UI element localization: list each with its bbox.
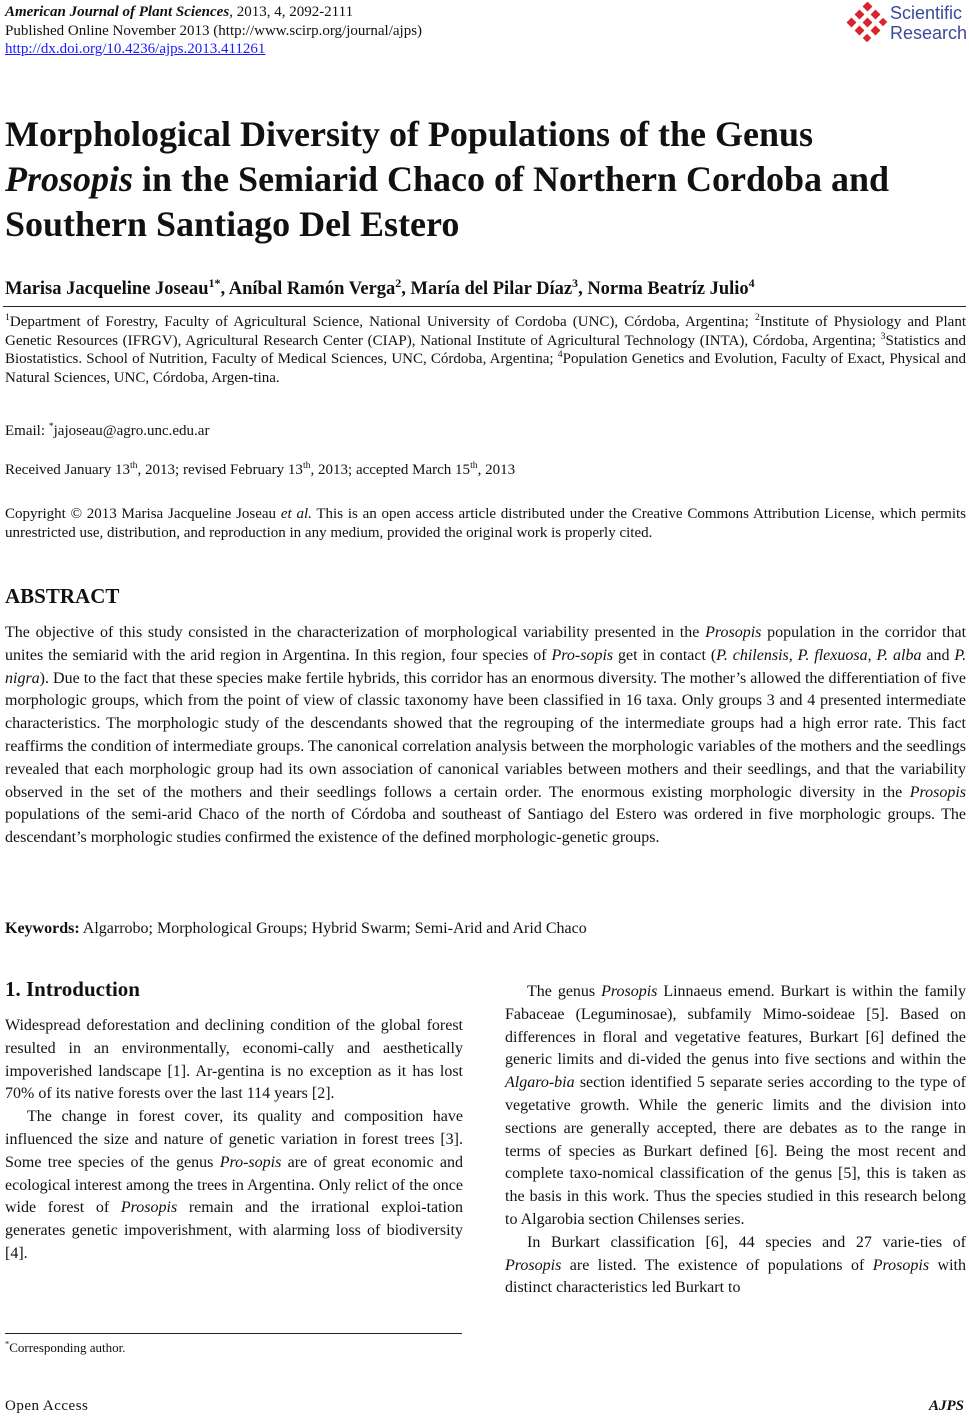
paragraph-text: section identified 5 separate series according to the type of vegetative growth. While the generic limits and the division into sections are generally accepted, there are debates as to the range in terms of species as Burkart defined [6]. Being the most recent and complete taxo-nomical classification of the genus [5], this is taken as the basis in this work. Thus the species studied in this research belong to Algarobia section Chilenses series. — [505, 1074, 966, 1228]
paragraph-text: The change in forest cover, its quality and composition have influenced the size and nature of genetic variation in forest trees [3]. Some tree species of the genus — [5, 1108, 463, 1171]
abstract-text: , — [867, 646, 877, 664]
affiliation-sup: 4 — [557, 349, 563, 361]
keywords — [5, 920, 966, 938]
date-sup: th — [302, 460, 311, 471]
journal-volume-info: , 2013, 4, 2092-2111 — [229, 4, 354, 20]
abstract-italic: P. flexuosa — [797, 646, 868, 664]
footnote-sup: * — [5, 1338, 10, 1349]
received-date: Received January 13 — [5, 462, 130, 478]
journal-header — [5, 3, 422, 59]
paragraph-italic: Prosopis — [601, 983, 658, 1000]
copyright-license: This is an open access article distributed under the Creative Commons Attribution License, which permits unrestricted use, distribution, and reproduction in any medium, provided the original work is properly cited. — [5, 506, 967, 541]
revised-date: , 2013; revised February 13 — [137, 462, 303, 478]
abstract-heading: ABSTRACT — [5, 584, 120, 608]
logo-text-scientific: Scientific — [890, 3, 963, 23]
abstract-italic: Prosopis — [705, 624, 762, 641]
author-sup: 3 — [572, 275, 579, 290]
author-2 — [228, 275, 411, 299]
email-label: Email: — [5, 423, 49, 439]
journal-name: American Journal of Plant Sciences — [5, 4, 230, 20]
intro-paragraph-3 — [505, 981, 966, 1232]
author-3 — [410, 275, 588, 299]
paragraph-italic: Pro-sopis — [219, 1153, 282, 1171]
author-separator: , — [220, 279, 229, 299]
scientific-research-logo — [846, 2, 968, 46]
affiliation-4: Population Genetics and Evolution, Faculty of Exact, Physical and Natural Sciences, UNC, Córdoba, Argen-tina. — [5, 351, 966, 386]
author-name: Marisa Jacqueline Joseau — [5, 279, 209, 299]
author-1 — [5, 275, 229, 299]
abstract-body — [5, 622, 966, 850]
author-name: María del Pilar Díaz — [410, 279, 573, 299]
paragraph-text: are listed. The existence of populations of — [561, 1256, 873, 1274]
copyright-notice — [5, 505, 966, 542]
email-sup: * — [48, 421, 54, 432]
intro-paragraph-4 — [505, 1232, 966, 1300]
abstract-italic: P. chilensis — [716, 646, 789, 664]
affiliation-3: Statistics and Biostatistics. School of Nutrition, Faculty of Medical Sciences, UNC, Córdoba, Argentina; — [5, 332, 967, 368]
corresponding-email — [5, 423, 209, 440]
article-title — [5, 112, 955, 247]
affiliation-2: Institute of Physiology and Plant Genetic Resources (IFRGV), Agricultural Research Center (CIAP), National Institute of Agricultural Technology (INTA), Córdoba, Argentina; — [5, 314, 967, 349]
email-address[interactable]: jajoseau@agro.unc.edu.ar — [53, 423, 210, 439]
paragraph-text: remain and the irrational exploi-tation generates genetic impoverishment, with alarming loss of biodiversity [4]. — [5, 1199, 464, 1262]
accepted-date: , 2013; accepted March 15 — [310, 462, 471, 478]
keywords-text: Algarrobo; Morphological Groups; Hybrid Swarm; Semi-Arid and Arid Chaco — [79, 920, 587, 937]
abstract-text: and — [921, 646, 955, 664]
abstract-text: populations of the semi-arid Chaco of the north of Córdoba and southeast of Santiago del Estero was ordered in five morphologic groups. The descendant’s morphologic studies confirmed the existence of the defined morphologic-genetic groups. — [5, 806, 966, 847]
paragraph-italic: Prosopis — [120, 1199, 178, 1217]
abstract-italic: Pro-sopis — [551, 646, 614, 664]
abstract-italic: P. nigra — [5, 646, 967, 687]
footnote — [5, 1340, 125, 1356]
author-divider — [3, 306, 966, 307]
author-sup: 1* — [208, 275, 221, 290]
abstract-text: , — [788, 646, 798, 664]
abstract-text: get in contact ( — [613, 646, 717, 664]
paragraph-text: The genus — [527, 983, 602, 1000]
intro-paragraph-1: Widespread deforestation and declining condition of the global forest resulted in an environmentally, economi-cally and aesthetically impoverished landscape [1]. Ar-gentina is no exception as it has lost 70% of its native forests over the last 114 years [2]. — [5, 1017, 463, 1103]
author-name: Norma Beatríz Julio — [587, 279, 749, 299]
author-separator: , — [401, 279, 411, 299]
paragraph-italic: Algaro-bia — [505, 1074, 575, 1092]
author-name: Aníbal Ramón Verga — [228, 279, 396, 299]
paragraph-italic: Prosopis — [872, 1256, 930, 1274]
abstract-text: population in the corridor that unites the semiarid with the arid region in Argentina. In this region, four species of — [5, 624, 967, 664]
date-sup: th — [129, 460, 138, 471]
affiliation-sup: 2 — [754, 312, 760, 323]
author-list — [5, 275, 755, 300]
abstract-text: The objective of this study consisted in the characterization of morphological variability presented in the — [5, 624, 706, 641]
published-online: Published Online November 2013 (http://www.scirp.org/journal/ajps) — [5, 22, 423, 39]
abstract-italic: Prosopis — [909, 783, 966, 801]
paragraph-text: are of great economic and ecological interest among the trees in Argentina. Only relict of the once wide forest of — [5, 1153, 464, 1217]
journal-citation — [5, 3, 422, 22]
affiliation-sup: 3 — [880, 330, 886, 342]
author-4 — [587, 275, 755, 299]
author-sup: 4 — [748, 275, 755, 290]
affiliation-sup: 1 — [5, 312, 10, 323]
footer-open-access: Open Access — [5, 1398, 89, 1414]
author-sup: 2 — [395, 275, 402, 290]
footnote-text: Corresponding author. — [9, 1340, 126, 1355]
title-part-1: Morphological Diversity of Populations of the Genus — [5, 114, 813, 154]
keywords-label: Keywords: — [5, 920, 80, 937]
logo-text-research: Research — [890, 23, 968, 43]
doi-link[interactable]: http://dx.doi.org/10.4236/ajps.2013.411261 — [5, 41, 266, 57]
paragraph-text: In Burkart classification [6], 44 species and 27 varie-ties of — [527, 1233, 966, 1251]
paragraph-text: with distinct characteristics led Burkart to — [505, 1256, 967, 1297]
article-dates — [5, 462, 515, 479]
right-column — [505, 981, 966, 1300]
paragraph-italic: Prosopis — [505, 1256, 562, 1274]
footnote-divider — [5, 1333, 462, 1334]
abstract-italic: P. alba — [876, 646, 922, 664]
affiliations — [5, 313, 966, 387]
title-part-2: in the Semiarid Chaco of Northern Cordoba and Southern Santiago Del Estero — [5, 159, 890, 244]
paragraph-text: Linnaeus emend. Burkart is within the family Fabaceae (Leguminosae), subfamily Mimo-soideae [5]. Based on differences in floral and vegetative features, Burkart [6] defined the generic limits and di-vided the genus into five sections and within the — [505, 983, 966, 1069]
footer-journal-abbrev: AJPS — [928, 1398, 964, 1414]
copyright-etal: et al. — [280, 506, 312, 522]
intro-paragraph-2 — [5, 1106, 463, 1266]
title-genus: Prosopis — [5, 159, 134, 199]
left-column — [5, 1015, 463, 1266]
affiliation-1: Department of Forestry, Faculty of Agricultural Science, National University of Cordoba (UNC), Córdoba, Argentina; — [9, 314, 755, 330]
introduction-heading: 1. Introduction — [5, 977, 140, 1001]
copyright-text: Copyright © 2013 Marisa Jacqueline Joseau — [5, 506, 281, 522]
abstract-text: ). Due to the fact that these species make fertile hybrids, this corridor has an enormous diversity. The mother’s allowed the differentiation of five morphologic groups, which from the point of view of classic taxonomy have been classified in 16 taxa. Only groups 3 and 4 presented intermediate characteristics. The morphologic study of the descendants showed that the regrouping of the intermediate groups had a high error rate. This fact reaffirms the condition of intermediate groups. The canonical correlation analysis between the morphologic variables of the mothers and the seedlings revealed that each morphologic group had its own association of canonical variables between mothers and their seedlings, and that the variability observed in the set of the mothers and their seedlings follows a certain order. The enormous existing morphologic diversity in the — [5, 669, 966, 801]
author-separator: , — [578, 279, 588, 299]
date-sup: th — [470, 460, 478, 471]
logo-mark-icon — [846, 2, 888, 44]
date-year: , 2013 — [477, 462, 516, 478]
